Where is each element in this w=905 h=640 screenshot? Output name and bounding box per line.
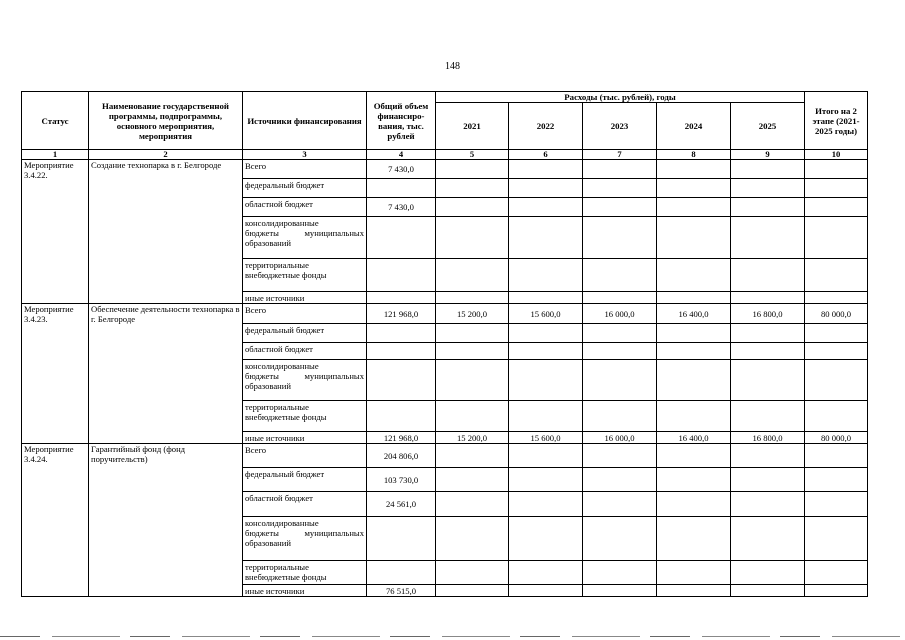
value-cell — [805, 198, 868, 217]
value-cell — [805, 360, 868, 401]
value-cell: 15 200,0 — [436, 432, 509, 444]
value-cell: 16 000,0 — [583, 432, 657, 444]
header-year: 2025 — [731, 103, 805, 150]
value-cell — [436, 585, 509, 597]
value-cell — [509, 179, 583, 198]
header-stage-total: Итого на 2 этапе (2021-2025 годы) — [805, 92, 868, 150]
value-cell — [509, 468, 583, 492]
value-cell — [583, 492, 657, 517]
value-cell — [583, 585, 657, 597]
column-number: 5 — [436, 150, 509, 160]
value-cell — [583, 217, 657, 259]
value-cell — [805, 561, 868, 585]
value-cell — [805, 444, 868, 468]
value-cell — [731, 561, 805, 585]
value-cell — [731, 401, 805, 432]
value-cell — [583, 444, 657, 468]
value-cell — [509, 517, 583, 561]
value-cell: 16 400,0 — [657, 432, 731, 444]
value-cell — [657, 360, 731, 401]
value-cell — [583, 343, 657, 360]
value-cell — [436, 517, 509, 561]
value-cell — [367, 401, 436, 432]
header-sources: Источники финансирования — [243, 92, 367, 150]
source-line: бюджеты муниципальных — [245, 228, 364, 238]
source-cell — [243, 561, 367, 585]
value-cell — [731, 492, 805, 517]
value-cell: 204 806,0 — [367, 444, 436, 468]
value-cell: 16 000,0 — [583, 304, 657, 324]
source-cell: областной бюджет — [243, 343, 367, 360]
value-cell: 7 430,0 — [367, 160, 436, 179]
value-cell: 121 968,0 — [367, 432, 436, 444]
value-cell — [367, 561, 436, 585]
column-numbers-row — [22, 150, 868, 160]
source-cell — [243, 217, 367, 259]
value-cell — [805, 401, 868, 432]
value-cell — [657, 401, 731, 432]
measure-name-cell: Гарантийный фонд (фонд поручительств) — [89, 444, 243, 597]
source-line: внебюджетные фонды — [245, 572, 327, 582]
value-cell — [731, 259, 805, 292]
value-cell — [367, 324, 436, 343]
source-line: внебюджетные фонды — [245, 270, 327, 280]
measure-name-cell: Обеспечение деятельности технопарка в г. Белгороде — [89, 304, 243, 444]
value-cell — [583, 401, 657, 432]
value-cell — [731, 324, 805, 343]
header-year: 2021 — [436, 103, 509, 150]
source-cell: федеральный бюджет — [243, 179, 367, 198]
value-cell — [731, 292, 805, 304]
value-cell — [436, 217, 509, 259]
header-total: Общий объем финансиро-вания, тыс. рублей — [367, 92, 436, 150]
source-line: консолидированные — [245, 518, 319, 528]
measure-name-cell: Создание технопарка в г. Белгороде — [89, 160, 243, 304]
table-row — [22, 160, 868, 179]
source-line: бюджеты муниципальных — [245, 371, 364, 381]
value-cell — [731, 179, 805, 198]
page-number: 148 — [445, 61, 460, 72]
source-line: территориальные — [245, 402, 309, 412]
value-cell — [367, 217, 436, 259]
value-cell — [509, 160, 583, 179]
header-year: 2022 — [509, 103, 583, 150]
column-number: 4 — [367, 150, 436, 160]
value-cell — [367, 292, 436, 304]
source-cell — [243, 401, 367, 432]
value-cell — [509, 444, 583, 468]
value-cell — [731, 343, 805, 360]
value-cell — [583, 468, 657, 492]
status-cell: Мероприятие 3.4.22. — [22, 160, 89, 304]
value-cell — [436, 160, 509, 179]
value-cell — [509, 259, 583, 292]
source-cell — [243, 259, 367, 292]
financing-table — [21, 91, 868, 597]
source-line: консолидированные — [245, 361, 319, 371]
value-cell — [657, 292, 731, 304]
source-cell: федеральный бюджет — [243, 468, 367, 492]
value-cell: 16 400,0 — [657, 304, 731, 324]
column-number: 6 — [509, 150, 583, 160]
source-cell: Всего — [243, 160, 367, 179]
header-year: 2024 — [657, 103, 731, 150]
source-cell — [243, 517, 367, 561]
value-cell — [436, 561, 509, 585]
value-cell — [657, 324, 731, 343]
value-cell — [583, 292, 657, 304]
value-cell: 15 600,0 — [509, 432, 583, 444]
value-cell — [583, 360, 657, 401]
source-line: образований — [245, 538, 291, 548]
value-cell — [367, 360, 436, 401]
source-cell: иные источники — [243, 432, 367, 444]
source-cell: иные источники — [243, 585, 367, 597]
value-cell — [731, 217, 805, 259]
value-cell — [805, 492, 868, 517]
value-cell — [657, 561, 731, 585]
value-cell: 16 800,0 — [731, 432, 805, 444]
value-cell: 15 600,0 — [509, 304, 583, 324]
value-cell — [436, 343, 509, 360]
column-number: 10 — [805, 150, 868, 160]
value-cell — [367, 343, 436, 360]
value-cell — [657, 179, 731, 198]
value-cell — [583, 561, 657, 585]
value-cell — [509, 561, 583, 585]
source-line: внебюджетные фонды — [245, 412, 327, 422]
value-cell — [509, 343, 583, 360]
column-number: 3 — [243, 150, 367, 160]
source-line: консолидированные — [245, 218, 319, 228]
value-cell — [805, 343, 868, 360]
value-cell — [805, 324, 868, 343]
value-cell: 121 968,0 — [367, 304, 436, 324]
value-cell — [583, 259, 657, 292]
value-cell — [436, 259, 509, 292]
value-cell — [657, 517, 731, 561]
value-cell — [805, 179, 868, 198]
value-cell — [731, 160, 805, 179]
header-name: Наименование государственной программы, подпрограммы, основного мероприятия, мероприятия — [89, 92, 243, 150]
value-cell — [436, 179, 509, 198]
value-cell — [509, 217, 583, 259]
status-cell: Мероприятие 3.4.24. — [22, 444, 89, 597]
value-cell — [436, 198, 509, 217]
value-cell: 16 800,0 — [731, 304, 805, 324]
value-cell — [657, 343, 731, 360]
source-cell: Всего — [243, 304, 367, 324]
value-cell — [805, 160, 868, 179]
source-line: территориальные — [245, 260, 309, 270]
value-cell — [731, 585, 805, 597]
source-line: территориальные — [245, 562, 309, 572]
source-line: образований — [245, 238, 291, 248]
value-cell — [367, 179, 436, 198]
value-cell: 80 000,0 — [805, 304, 868, 324]
value-cell — [436, 324, 509, 343]
value-cell — [731, 444, 805, 468]
source-cell: иные источники — [243, 292, 367, 304]
value-cell — [583, 179, 657, 198]
value-cell — [509, 492, 583, 517]
value-cell — [657, 259, 731, 292]
status-cell: Мероприятие 3.4.23. — [22, 304, 89, 444]
value-cell — [436, 492, 509, 517]
value-cell — [367, 517, 436, 561]
value-cell — [657, 492, 731, 517]
value-cell — [657, 160, 731, 179]
value-cell — [805, 468, 868, 492]
value-cell — [805, 217, 868, 259]
column-number: 2 — [89, 150, 243, 160]
source-line: бюджеты муниципальных — [245, 528, 364, 538]
value-cell — [583, 160, 657, 179]
value-cell — [583, 324, 657, 343]
value-cell — [436, 292, 509, 304]
header-expenses: Расходы (тыс. рублей), годы — [436, 92, 805, 103]
column-number: 7 — [583, 150, 657, 160]
value-cell — [805, 517, 868, 561]
table-row — [22, 304, 868, 324]
value-cell — [436, 401, 509, 432]
value-cell: 80 000,0 — [805, 432, 868, 444]
source-cell: федеральный бюджет — [243, 324, 367, 343]
value-cell — [657, 585, 731, 597]
value-cell: 24 561,0 — [367, 492, 436, 517]
value-cell — [509, 198, 583, 217]
value-cell — [583, 198, 657, 217]
value-cell — [731, 468, 805, 492]
value-cell: 7 430,0 — [367, 198, 436, 217]
header-status: Статус — [22, 92, 89, 150]
value-cell — [657, 217, 731, 259]
value-cell: 76 515,0 — [367, 585, 436, 597]
value-cell — [509, 324, 583, 343]
source-line: образований — [245, 381, 291, 391]
scan-edge-line — [0, 636, 905, 637]
source-cell: областной бюджет — [243, 198, 367, 217]
source-cell — [243, 360, 367, 401]
value-cell — [805, 292, 868, 304]
column-number: 9 — [731, 150, 805, 160]
table-row — [22, 444, 868, 468]
value-cell — [436, 444, 509, 468]
value-cell — [731, 198, 805, 217]
value-cell: 15 200,0 — [436, 304, 509, 324]
value-cell — [367, 259, 436, 292]
value-cell: 103 730,0 — [367, 468, 436, 492]
value-cell — [805, 585, 868, 597]
value-cell — [436, 468, 509, 492]
source-cell: Всего — [243, 444, 367, 468]
value-cell — [731, 517, 805, 561]
column-number: 8 — [657, 150, 731, 160]
value-cell — [657, 444, 731, 468]
value-cell — [436, 360, 509, 401]
value-cell — [805, 259, 868, 292]
value-cell — [509, 585, 583, 597]
value-cell — [657, 198, 731, 217]
value-cell — [731, 360, 805, 401]
value-cell — [657, 468, 731, 492]
value-cell — [583, 517, 657, 561]
source-cell: областной бюджет — [243, 492, 367, 517]
column-number: 1 — [22, 150, 89, 160]
value-cell — [509, 360, 583, 401]
header-year: 2023 — [583, 103, 657, 150]
value-cell — [509, 292, 583, 304]
value-cell — [509, 401, 583, 432]
